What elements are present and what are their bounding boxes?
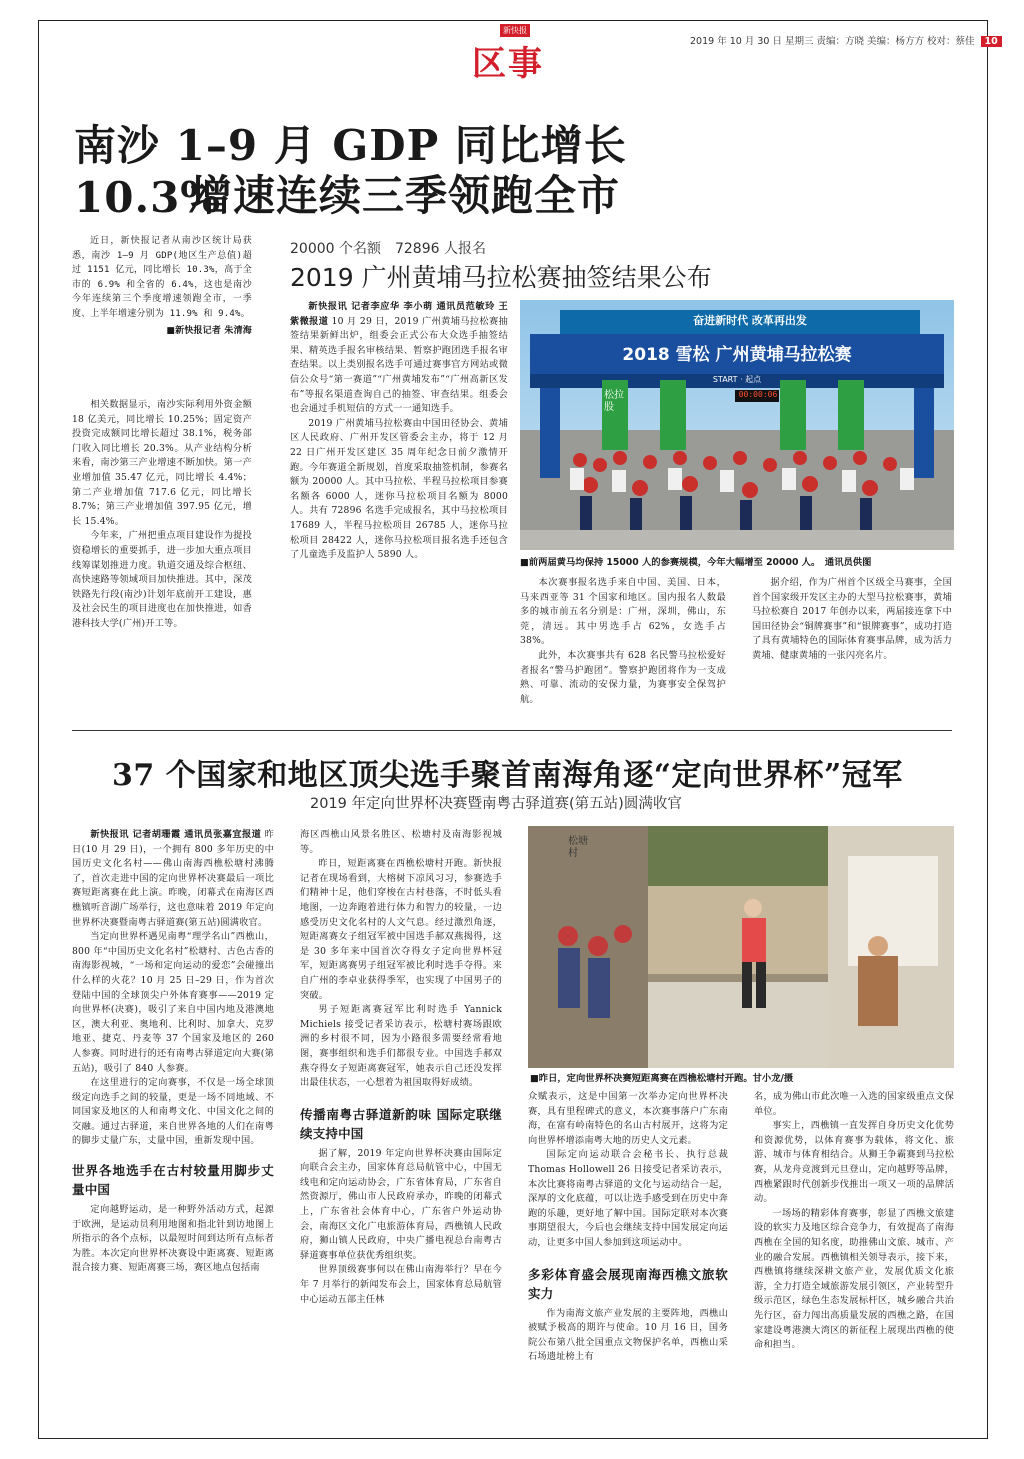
photo-village-sign: 松塘村 <box>568 836 588 859</box>
masthead <box>468 24 558 84</box>
story2-headline: 2019 广州黄埔马拉松赛抽签结果公布 <box>290 263 712 292</box>
story3-col3-p1: 众赋表示，这是中国第一次举办定向世界杯决赛，具有里程碑式的意义，本次赛事落户广东南海，在富有岭南特色的名山古村展开，这将为定向世界杯增添南粤大地的历史人文元素。 <box>528 1091 728 1146</box>
story3-subheadline: 2019 年定向世界杯决赛暨南粤古驿道赛(第五站)圆满收官 <box>310 796 682 812</box>
story1-headline-line2: 增速连续三季领跑全市 <box>190 171 621 220</box>
story1-headline-line1: 南沙 1–9 月 GDP 同比增长 10.3% <box>74 121 627 222</box>
story3-col2b-p2: 世界顶级赛事何以在佛山南海举行？早在今年 7 月举行的新闻发布会上，国家体育总局航管中心运动五部主任林 <box>300 1264 502 1305</box>
story3-col4 <box>754 1090 954 1353</box>
section-title: 区事 <box>472 44 544 84</box>
story3-subhead2: 传播南粤古驿道新韵味 国际定联继续支持中国 <box>300 1106 502 1141</box>
story3-col3-p2: 国际定向运动联合会秘书长、执行总裁 Thomas Hollowell 26 日接受记者采访表示，本次比赛将南粤古驿道的文化与运动结合一起，深厚的文化底蕴，可以让选手感受到在历史中奔跑的乐趣，更好地了解中国。国际定联对本次赛事期望很大，今后也会继续支持中国发展定向运动，让更多中国人参加到这项运动中。 <box>528 1149 728 1248</box>
story1-lead-text: 近日，新快报记者从南沙区统计局获悉，南沙 1–9 月 GDP(地区生产总值)超过 1151 亿元，同比增长 10.3%，高于全市的 6.9% 和全省的 6.4%，这也是南沙今年连续第三个季度增速领跑全市，一季度、上半年增速分别为 11.9% 和 9.4%。 <box>72 236 252 319</box>
story2-byline: 新快报讯 记者李应华 李小萌 通讯员范敏玲 王紫微报道 <box>290 301 508 327</box>
story3-col1b-p1: 定向越野运动，是一种野外活动方式，起源于欧洲，是运动员利用地图和指北针到访地图上所指示的各个点标，以最短时间到达所有点标者为胜。本次定向世界杯决赛设中距离赛、短距离混合接力赛、短距离赛三场，赛区地点包括南 <box>72 1204 274 1274</box>
story3-col1-p1: 昨日(10 月 29 日)，一个拥有 800 多年历史的中国历史文化名村——佛山南海西樵松塘村沸腾了，首次走进中国的定向世界杯决赛最后一项比赛短距离赛在此上演。昨晚，闭幕式在南海区西樵镇听音湖广场举行，这也意味着 2019 年定向世界杯决赛暨南粤古驿道赛(第五站)圆满收官。 <box>72 829 274 928</box>
story2-body-p4: 此外，本次赛事共有 628 名民警马拉松爱好者报名“警马护跑团”。警察护跑团将作为一支成熟、可靠、流动的安保力量，为赛事安全保驾护航。 <box>520 649 726 705</box>
story2-body-p5: 据介绍，作为广州首个区级全马赛事，全国首个国家级开发区主办的大型马拉松赛事，黄埔马拉松赛自 2017 年创办以来，两届接连拿下中国田径协会“铜牌赛事”和“银牌赛事”，成功打造了具有黄埔特色的国际体育赛事品牌，成为活力黄埔、健康黄埔的一张闪亮名片。 <box>752 577 952 661</box>
story3-col2 <box>300 828 502 1307</box>
date-editor-line: 2019 年 10 月 30 日 星期三 责编：方晓 美编：杨方方 校对：蔡佳 <box>690 36 975 47</box>
story3-byline: 新快报讯 记者胡珊霞 通讯员张嘉宜报道 <box>90 829 262 840</box>
photo-sponsor-sign: 松拉股 <box>604 390 624 413</box>
photo-banner-text: 奋进新时代 改革再出发 <box>693 314 807 327</box>
story3-col2-p3: 男子短距离赛冠军比利时选手 Yannick Michiels 接受记者采访表示，松塘村赛场跟欧洲的乡村很不同，因为小路很多需要经常看地图，赛事组织和选手们都很专业。中国选手郝双燕夺得女子短距离赛冠军，她表示自己还没发挥出最佳状态，一心想着为祖国取得好成绩。 <box>300 1004 502 1089</box>
section-divider <box>72 730 952 731</box>
story1-body-p2: 今年来，广州把重点项目建设作为提投资稳增长的重要抓手，进一步加大重点项目线筹谋划推进力度。轨道交通及综合枢纽、高快速路等领域项目加快推进。其中，深茂铁路先行段(南沙)计划年底前开工建设，惠及社会民生的项目进度也在加快推进，如香港科技大学(广州)开工等。 <box>72 530 252 629</box>
story3-col1-p2: 当定向世界杯遇见南粤“理学名山”西樵山，800 年“中国历史文化名村”松塘村、古色古香的南海影视城，“一场和定向运动的爱恋”会碰撞出什么样的火花？10 月 25 日–29 日，作为首次登陆中国的全球顶尖户外体育赛事——2019 定向世界杯(决赛)，吸引了来自中国内地及港澳地区，澳大利亚、奥地利、比利时、加拿大、克罗地亚、捷克、丹麦等 37 个国家及地区的 260 人参赛。同时进行的还有南粤古驿道定向大赛(第五站)，吸引了 840 人参赛。 <box>72 931 274 1074</box>
story3-col4-p2: 事实上，西樵镇一直发挥自身历史文化优势和资源优势，以体育赛事为载体，将文化、旅游、城市与体育相结合。从狮王争霸赛到马拉松赛，从龙舟竞渡到元旦登山，定向越野等品牌，西樵紧跟时代创新步伐推出一项又一项的品牌活动。 <box>754 1120 954 1205</box>
story3-col1 <box>72 828 274 1276</box>
story1-body-p1: 相关数据显示，南沙实际利用外资金额 18 亿美元，同比增长 10.25%；固定资产投资完成额同比增长超过 38.1%，税务部门收入同比增长 20.3%。从产业结构分析来看，南沙第三产业增速不断加快。第一产业增加值 35.47 亿元，同比增长 4.4%；第二产业增加值 717.6 亿元，同比增长 8.7%；第三产业增加值 397.95 亿元，增长 15.4%。 <box>72 399 252 527</box>
story2-col1 <box>290 300 508 563</box>
marathon-photo <box>520 300 954 550</box>
story1-body <box>72 398 252 632</box>
story3-headline: 37 个国家和地区顶尖选手聚首南海角逐“定向世界杯”冠军 <box>112 758 903 793</box>
story3-col3b-p1: 作为南海文旅产业发展的主要阵地，西樵山被赋予极高的期许与使命。10 月 16 日，国务院公布第八批全国重点文物保护名单，西樵山采石场遗址榜上有 <box>528 1307 728 1363</box>
story2-body-p1: 10 月 29 日，2019 广州黄埔马拉松赛抽签结果新鲜出炉，组委会正式公布大众选手抽签结果、精英选手报名审核结果、暂察护跑团选手报名审查结果。以上类别报名选手可通过赛事官方网站或微信公众号“第一赛道”“广州黄埔发布”“广州高新区发布”等报名渠道查询自己的抽签、审查结果。组委会也会通过手机短信的方式一一通知选手。 <box>290 315 508 415</box>
story3-subhead1: 世界各地选手在古村较量用脚步丈量中国 <box>72 1163 274 1198</box>
story3-subhead3: 多彩体育盛会展现南海西樵文旅软实力 <box>528 1266 728 1301</box>
page-number: 10 <box>981 36 1002 47</box>
marathon-photo-image <box>520 300 954 550</box>
story3-col4-p1: 名，成为佛山市此次唯一入选的国家级重点文保单位。 <box>754 1091 954 1117</box>
photo-arch-title: 2018 雪松 广州黄埔马拉松赛 <box>622 345 852 365</box>
story2-col3 <box>752 576 952 664</box>
story3-col4-p3: 一场场的精彩体育赛事，彰显了西樵文旅建设的软实力及地区综合竞争力，有效提高了南海西樵在全国的知名度，助推佛山文旅、城市、产业的融合发展。西樵镇相关领导表示，接下来，西樵镇将继续深耕文旅产业，发展优质文化旅游，全力打造全域旅游发展引领区，产业转型升级示范区，绿色生态发展标杆区，城乡融合共治先行区，奋力闯出高质量发展的西樵之路，在国家建设粤港澳大湾区的新征程上展现出西樵的使命和担当。 <box>754 1207 954 1351</box>
photo-race-clock: 00:00:06 <box>738 390 778 399</box>
marathon-caption: ■前两届黄马均保持 15000 人的参赛规模，今年大幅增至 20000 人。 通讯员供图 <box>520 557 872 568</box>
story2-kicker: 20000 个名额 72896 人报名 <box>290 241 486 257</box>
story1-lead <box>72 234 252 346</box>
page-meta <box>690 33 1002 47</box>
masthead-badge: 新快报 <box>500 24 530 37</box>
orienteering-photo <box>528 826 954 1068</box>
story3-col2-p2: 昨日，短距离赛在西樵松塘村开跑。新快报记者在现场看到，大榕树下凉风习习，参赛选手们精神十足，他们穿梭在古村巷落，不时低头看地图，一边奔跑着进行体力和智力的较量，一边感受历史文化名村的人文气息。经过激烈角逐，短距离赛女子组冠军被中国选手郝双燕揭得，这是 30 多年来中国首次夺得女子定向世界杯冠军，短距离赛男子组冠军被比利时选手夺得。来自广州的李卓业获得季军，也实现了中国男子的突破。 <box>300 858 502 1001</box>
story2-col2 <box>520 576 726 707</box>
story2-body-p3: 本次赛事报名选手来自中国、美国、日本，马来西亚等 31 个国家和地区。国内报名人数最多的城市前五名分别是：广州，深圳，佛山，东莞，清远。其中男选手占 62%，女选手占 38%。 <box>520 577 726 647</box>
story3-col2-p1: 海区西樵山风景名胜区、松塘村及南海影视城等。 <box>300 829 502 855</box>
story1-reporter: ■新快报记者 朱清海 <box>166 325 252 336</box>
story3-col2b-p1: 据了解，2019 年定向世界杯决赛由国际定向联合会主办，国家体育总局航管中心，中国无线电和定向运动协会，广东省体育局，广东省自然资源厅，佛山市人民政府承办，昨晚的闭幕式上，广东省社会体育中心，广东省户外运动协会，南海区文化广电旅游体育局，西樵镇人民政府，狮山镇人民政府，中央广播电视总台南粤古驿道赛事单位获优秀组织奖。 <box>300 1147 502 1261</box>
story3-col3 <box>528 1090 728 1365</box>
story2-body-p2: 2019 广州黄埔马拉松赛由中国田径协会、黄埔区人民政府、广州开发区管委会主办，将于 12 月 22 日广州开发区建区 35 周年纪念日前夕激情开跑。今年赛道全新规划，首度采取抽签机制，参赛名额为 20000 人。其中马拉松、半程马拉松项目参赛名额各 6000 人，迷你马拉松项目名额为 8000 人。共有 72896 名选手完成报名，其中马拉松项目 17689 人，半程马拉松项目 26785 人，迷你马拉松项目 28422 人，迷你马拉松项目报名选手还包含了儿童选手及监护人 5890 人。 <box>290 417 508 561</box>
orienteering-photo-image <box>528 826 954 1068</box>
orienteering-caption: ■昨日，定向世界杯决赛短距离赛在西樵松塘村开跑。甘小龙/摄 <box>530 1073 794 1084</box>
story3-col1-p3: 在这里进行的定向赛事，不仅是一场全球顶级定向选手之间的较量，更是一场不同地域、不同国家及地区的人和南粤文化、中国文化之间的交融。通过古驿道，来自世界各地的人们在南粤的脚步丈量广东，丈量中国，重新发现中国。 <box>72 1077 274 1147</box>
photo-start-sign: START · 起点 <box>712 375 762 384</box>
